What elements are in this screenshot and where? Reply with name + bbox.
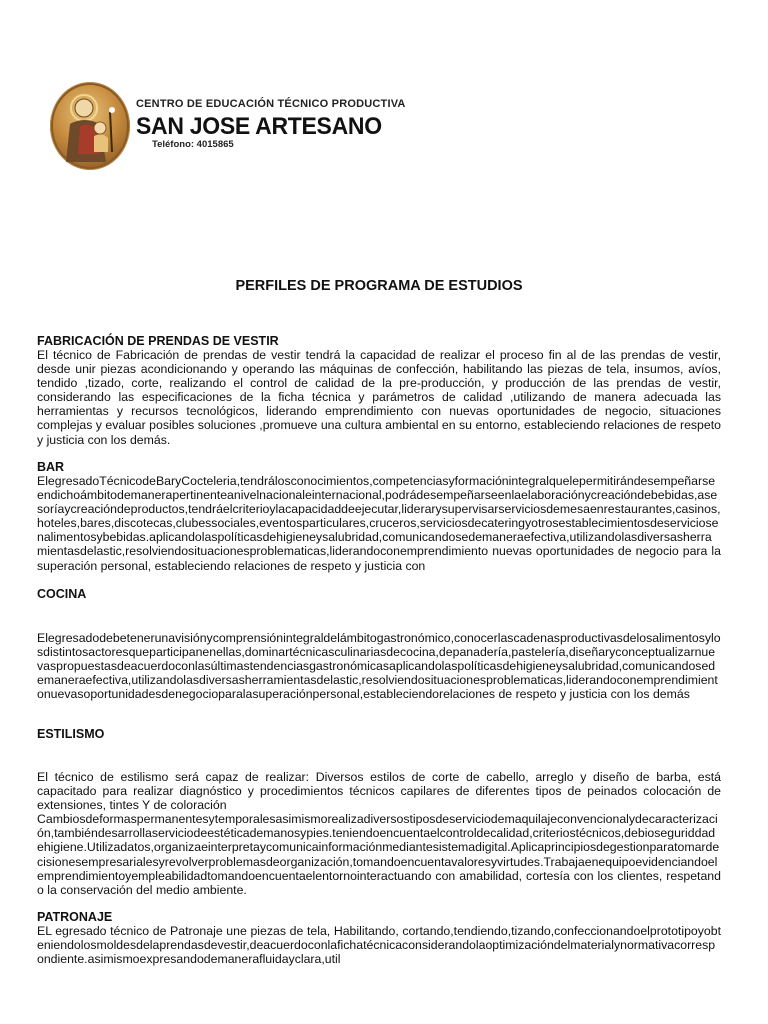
- section-text: EL egresado técnico de Patronaje une piezas de tela, Habilitando, cortando,tendiendo,tizando,confeccionandoelprototipoyobteniendolosmoldesdelaprendasdevestir,deacuerdoconlafichatécnicaconsiderandolaoptimizacióndelmaterialynormativacorrespondiente.asimismoexpresandodemanerafluidayclara,util: [37, 924, 721, 967]
- phone-number: Teléfono: 4015865: [152, 139, 234, 150]
- school-emblem-logo: [50, 82, 130, 170]
- section-text-intro: El técnico de estilismo será capaz de realizar: Diversos estilos de corte de cabello, arreglo y diseño de barba, está capacitado para realizar diagnóstico y procedimientos técnicos capilares de diferentes tipos de peinados colocación de extensiones, tintes Y de coloración: [37, 770, 721, 813]
- section-text: ElegresadoTécnicodeBaryCocteleria,tendrálosconocimientos,competenciasyformaciónintegralquelepermitirándesempeñarseendichoámbitodemanerapertinenteanivelnacionaleinternacional,podrádesempeñarseenlaelaboraciónycreacióndebebidas,asesoríaycreacióndeproductos,tendráelcriterioylacapacidaddeejecutar,liderarysupervisarserviciosdemesaenrestaurantes,casinos,hoteles,bares,discotecas,clubessociales,eventosparticulares,cruceros,serviciosdecateringyotrosestablecimientosdeserviciosenalimentosybebidas.aplicandolaspolíticasdehigieneysalubridad,comunicandosedemaneraefectiva,utilizandolasdiversasherramientasdelastic,resolviendosituacionesproblematicas,liderandoconemprendimiento nuevas oportunidades de negocio para la superación personal, estableciendo relaciones de respeto y justicia con: [37, 474, 721, 573]
- section-bar: [37, 460, 721, 573]
- section-text-rest: Cambiosdeformaspermanentesytemporalesasimismorealizadiversostiposdeserviciodemaquilajeconvencionalydecaracterización,tambiéndesarrollaserviciodeestéticademanosypies.teniendoencuentaelcontroldecalidad,criteriostécnicos,debioseguriddadehigiene.Utilizadatos,organizaeinterpretaycomunicainformaciónmediantesistemadigital.Aplicaprincipiosdegestionparatomardecisionesempresarialesyrevolverproblemasdeorganización,tomandoencuentavaloresyvirtudes.Trabajaenequipoevidenciandoelemprendimientoyempleabilidadtomandoencuentaelentornointeractuando con amabilidad, cortesía con los clientes, respetando la conservación del medio ambiente.: [37, 812, 721, 897]
- section-fabricacion: [37, 334, 721, 447]
- page-title: PERFILES DE PROGRAMA DE ESTUDIOS: [235, 278, 523, 294]
- section-text: Elegresadodebetenerunavisiónycomprensiónintegraldelámbitogastronómico,conocerlascadenasproductivasdelosalimentosylosdistintosactoresqueparticipanenellas,dominartécnicasculinariasdecocina,depanadería,pastelería,diseñaryconceptualizarnuevaspropuestasdeacuerdoconlasúltimastendenciasgastronómicasaplicandolaspolíticasdehigieneysalubridad,comunicandosedemaneraefectiva,utilizandolasdiversasherramientasdelastic,resolviendosituacionesproblematicas,liderandoconemprendimientonuevasoportunidadesdenegocioparalasuperaciónpersonal,estableciendorelaciones de respeto y justicia con los demás: [37, 631, 721, 702]
- section-title: ESTILISMO: [37, 727, 105, 741]
- section-patronaje: [37, 910, 721, 966]
- section-text: El técnico de Fabricación de prendas de vestir tendrá la capacidad de realizar el proceso fin al de las prendas de vestir, desde unir piezas acondicionando y operando las máquinas de confección, habilitando las piezas de tela, insumos, avíos, tendido ,tizado, corte, realizando el control de calidad de la pre-producción, y producción de las prendas de vestir, considerando las especificaciones de la ficha técnica y parámetros de calidad ,utilizando de manera adecuada las herramientas y recursos tecnológicos, liderando emprendimiento con nuevas oportunidades de negocio, situaciones complejas y evaluar posibles soluciones ,promueve una cultura ambiental en su entorno, estableciendo relaciones de respeto y justicia con los demás.: [37, 348, 721, 447]
- center-line: CENTRO DE EDUCACIÓN TÉCNICO PRODUCTIVA: [136, 98, 406, 110]
- saint-joseph-figure-icon: [50, 82, 130, 170]
- section-title: COCINA: [37, 587, 87, 601]
- section-title: FABRICACIÓN DE PRENDAS DE VESTIR: [37, 334, 279, 348]
- letterhead: [50, 82, 410, 174]
- school-name: SAN JOSE ARTESANO: [136, 112, 382, 140]
- section-title: BAR: [37, 460, 65, 474]
- section-cocina: [37, 587, 721, 701]
- section-title: PATRONAJE: [37, 910, 113, 924]
- section-estilismo: [37, 727, 721, 897]
